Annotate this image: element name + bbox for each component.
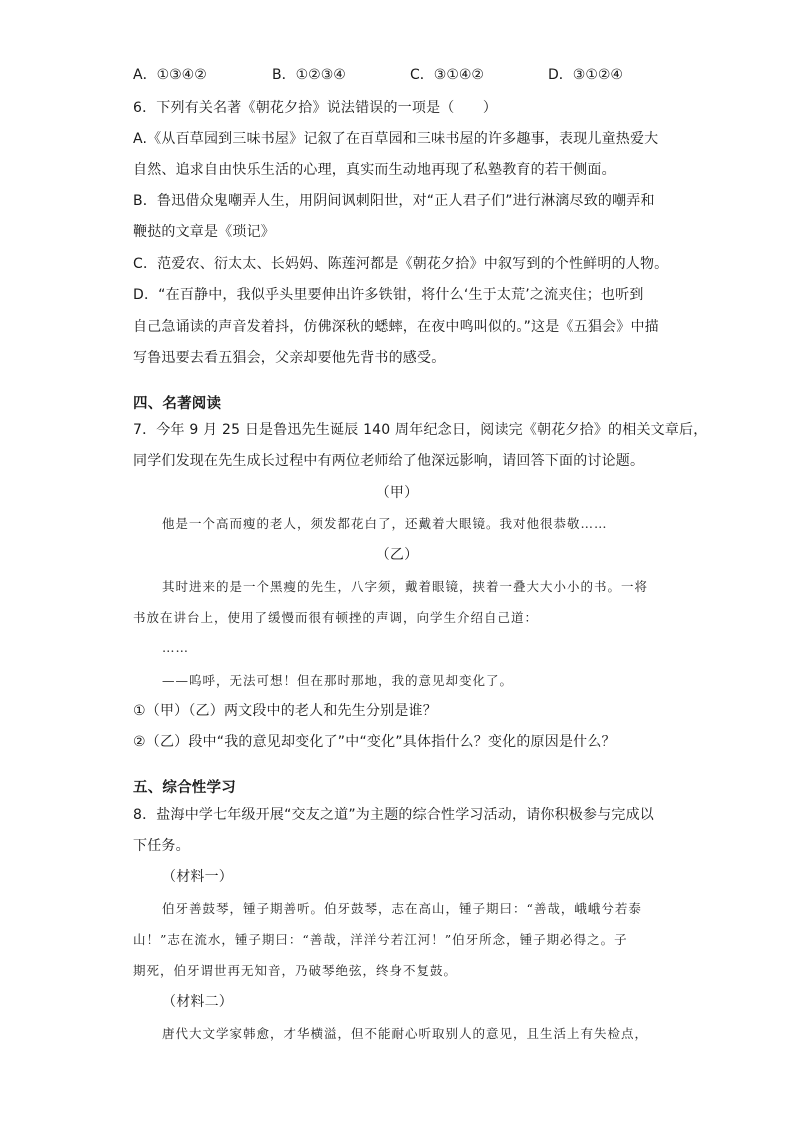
- passage-yi-label: （乙）: [375, 547, 419, 563]
- material2-line1: 唐代大文学家韩愈，才华横溢，但不能耐心听取别人的意见，且生活上有失检点，: [162, 1026, 649, 1041]
- q6-option-d-line3: 写鲁迅要去看五猖会，父亲却要他先背书的感受。: [133, 350, 446, 366]
- q5-option-d: D．③①②④: [548, 67, 623, 83]
- section4-heading: 四、名著阅读: [133, 396, 222, 412]
- q6-stem: 6．下列有关名著《朝花夕拾》说法错误的一项是（ ）: [133, 100, 498, 116]
- q7-sub1: ①（甲）（乙）两文段中的老人和先生分别是谁？: [133, 703, 437, 719]
- passage-yi-line2: 书放在讲台上，使用了缓慢而很有顿挫的声调，向学生介绍自己道：: [133, 610, 539, 625]
- q5-option-a: A．①③④②: [133, 67, 207, 83]
- passage-jia-text: 他是一个高而瘦的老人，须发都花白了，还戴着大眼镜。我对他很恭敬……: [162, 516, 608, 531]
- material1-line2: 山！”志在流水，锺子期曰：“善哉，洋洋兮若江河！”伯牙所念，锺子期必得之。子: [133, 932, 628, 947]
- q6-option-d-line1: D．“在百静中，我似乎头里要伸出许多铁钳，将什么‘生于太荒’之流夹住；也听到: [133, 287, 644, 303]
- q8-stem-line2: 下任务。: [133, 838, 190, 854]
- material2-label: （材料二）: [162, 994, 233, 1010]
- q7-stem-line1: 7．今年 9 月 25 日是鲁迅先生诞辰 140 周年纪念日，阅读完《朝花夕拾》的相关文章后，: [133, 422, 708, 438]
- q5-option-b: B．①②③④: [272, 67, 346, 83]
- passage-jia-label: （甲）: [375, 485, 419, 501]
- q7-sub2: ②（乙）段中“我的意见却变化了”中“变化”具体指什么？变化的原因是什么？: [133, 734, 616, 750]
- material1-line1: 伯牙善鼓琴，锺子期善听。伯牙鼓琴，志在高山，锺子期曰：“善哉，峨峨兮若泰: [162, 901, 642, 916]
- q7-stem-line2: 同学们发现在先生成长过程中有两位老师给了他深远影响，请回答下面的讨论题。: [133, 453, 645, 469]
- q6-option-a-line2: 自然、追求自由快乐生活的心理，真实而生动地再现了私塾教育的若干侧面。: [133, 162, 616, 178]
- passage-yi-ellipsis: ……: [162, 640, 189, 655]
- passage-yi-quote: ——呜呼，无法可想！但在那时那地，我的意见却变化了。: [162, 673, 514, 688]
- q6-option-b-line2: 鞭挞的文章是《琐记》: [133, 224, 275, 240]
- q6-option-c: C．范爱农、衍太太、长妈妈、陈莲河都是《朝花夕拾》中叙写到的个性鲜明的人物。: [133, 256, 669, 272]
- material1-line3: 期死，伯牙谓世再无知音，乃破琴绝弦，终身不复鼓。: [133, 963, 458, 978]
- q6-option-a-line1: A.《从百草园到三味书屋》记叙了在百草园和三味书屋的许多趣事，表现儿童热爱大: [133, 131, 659, 147]
- q6-option-d-line2: 自己急诵读的声音发着抖，仿佛深秋的蟋蟀，在夜中鸣叫似的。”这是《五猖会》中描: [133, 319, 659, 335]
- material1-label: （材料一）: [162, 869, 233, 885]
- section5-heading: 五、综合性学习: [133, 780, 236, 796]
- passage-yi-line1: 其时进来的是一个黑瘦的先生，八字须，戴着眼镜，挟着一叠大大小小的书。一将: [162, 579, 649, 594]
- q6-option-b-line1: B．鲁迅借众鬼嘲弄人生，用阴间讽刺阳世，对“正人君子们”进行淋漓尽致的嘲弄和: [133, 193, 655, 209]
- q8-stem-line1: 8．盐海中学七年级开展“交友之道”为主题的综合性学习活动，请你积极参与完成以: [133, 807, 655, 823]
- q5-option-c: C．③①④②: [410, 67, 484, 83]
